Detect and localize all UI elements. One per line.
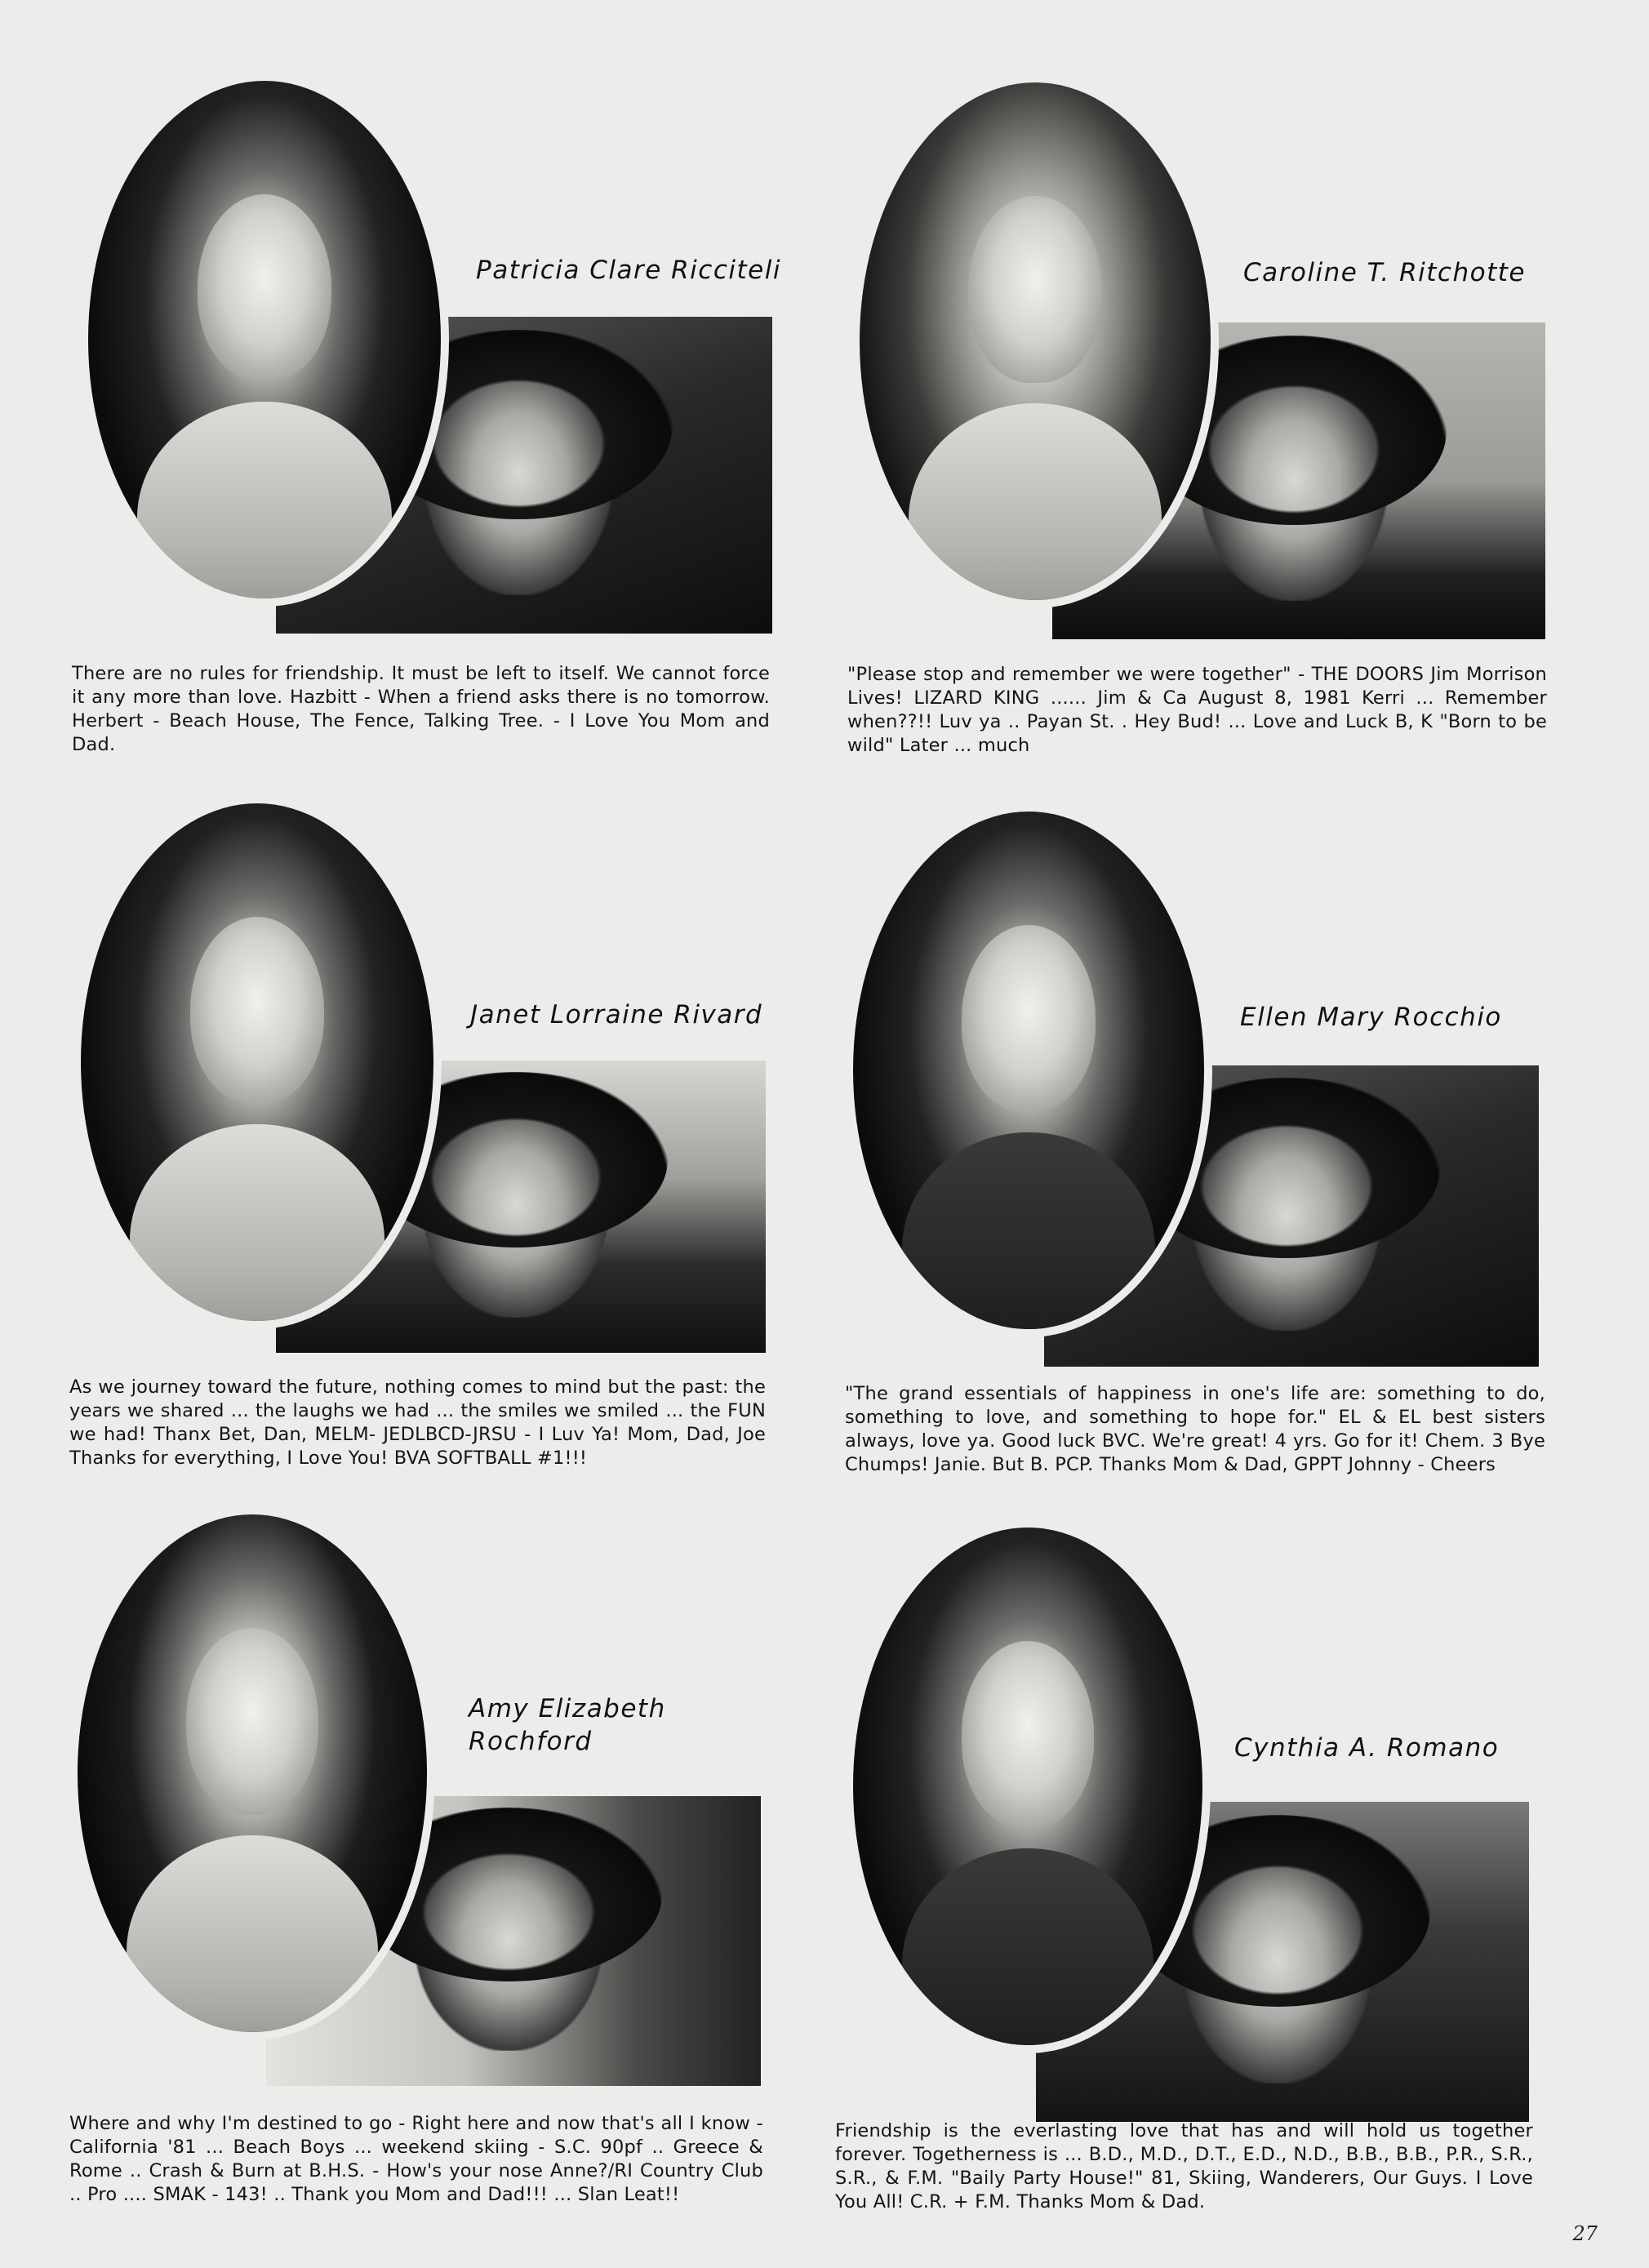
student-entry: [69, 784, 853, 1486]
student-quote: There are no rules for friendship. It must be left to itself. We cannot force it any more than love. Hazbitt - When a friend asks there is no tomorrow. Herbert - Beach House, The Fence, Talking Tree. - I Love You Mom and Dad.: [72, 663, 770, 755]
student-quote: As we journey toward the future, nothing comes to mind but the past: the years we shared ... the laughs we had ... the smiles we smiled ... the FUN we had! Thanx Bet, Dan, MELM- JEDLBCD-JRSU - I Luv Ya! Mom, Dad, Joe Thanks for everything, I Love You! BVA SOFTBALL #1!!!: [69, 1376, 766, 1469]
senior-portrait: [81, 803, 433, 1321]
student-entry: [845, 69, 1629, 772]
page-number: 27: [1572, 2222, 1598, 2245]
student-name: Patricia Clare Ricciteli: [476, 256, 781, 285]
student-name: Ellen Mary Rocchio: [1240, 1003, 1502, 1032]
senior-portrait: [78, 1514, 427, 2032]
portrait-oval: [851, 74, 1219, 608]
student-quote: "Please stop and remember we were together" - THE DOORS Jim Morrison Lives! LIZARD KING ...... Jim & Ca August 8, 1981 Kerri ... Remember when??!! Luv ya .. Payan St. . Hey Bud! ... Love and Luck B, K "Born to be wild" Later ... much: [847, 664, 1547, 756]
student-quote: "The grand essentials of happiness in one's life are: something to do, something to love, and something to hope for." EL & EL best sisters always, love ya. Good luck BVC. We're great! 4 yrs. Go for it! Chem. 3 Bye Chumps! Janie. But B. PCP. Thanks Mom & Dad, GPPT Johnny - Cheers: [845, 1383, 1545, 1475]
student-entry: [69, 69, 853, 772]
portrait-oval: [845, 803, 1212, 1337]
student-name: Cynthia A. Romano: [1234, 1733, 1500, 1763]
student-entry: [845, 784, 1629, 1486]
student-entry: [835, 1506, 1629, 2212]
portrait-oval: [69, 1506, 435, 2040]
student-name: Janet Lorraine Rivard: [470, 1000, 763, 1029]
portrait-oval: [73, 795, 442, 1329]
student-entry: [69, 1506, 853, 2208]
portrait-oval: [80, 73, 449, 607]
student-quote: Where and why I'm destined to go - Right here and now that's all I know - California '81 ... Beach Boys ... weekend skiing - S.C. 90pf .. Greece & Rome .. Crash & Burn at B.H.S. - How's your nose Anne?/RI Country Club .. Pro .... SMAK - 143! .. Thank you Mom and Dad!!! ... Slan Leat!!: [69, 2113, 763, 2205]
student-name: Caroline T. Ritchotte: [1243, 258, 1526, 287]
senior-portrait: [88, 81, 441, 598]
student-name: Amy Elizabeth Rochford: [469, 1694, 666, 1756]
portrait-oval: [845, 1519, 1211, 2053]
student-quote: Friendship is the everlasting love that has and will hold us together forever. Togetherness is ... B.D., M.D., D.T., E.D., N.D., B.B., B.B., P.R., S.R., S.R., & F.M. "Baily Party House!" 81, Skiing, Wanderers, Our Guys. I Love You All! C.R. + F.M. Thanks Mom & Dad.: [835, 2120, 1533, 2212]
senior-portrait: [853, 1528, 1202, 2045]
senior-portrait: [853, 812, 1204, 1329]
senior-portrait: [860, 82, 1211, 600]
